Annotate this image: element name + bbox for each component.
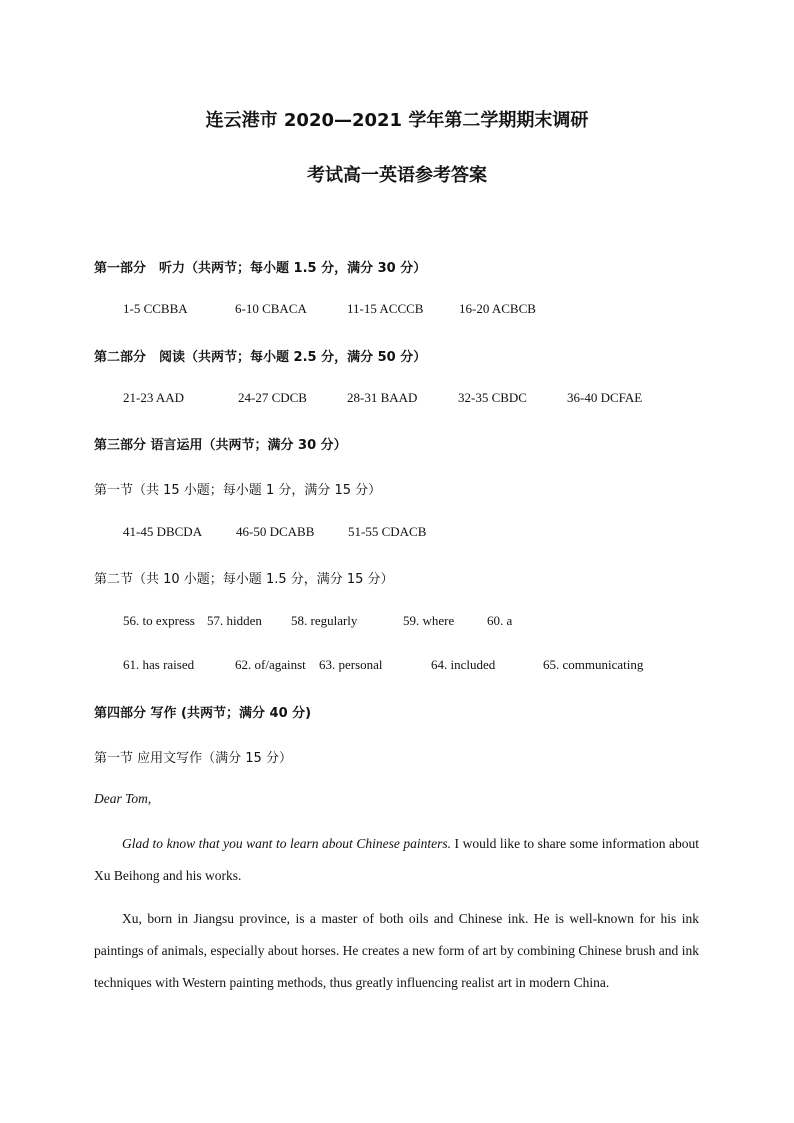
answer-item: 60. a [487,613,513,628]
document-subtitle: 考试高一英语参考答案 [307,165,487,186]
part3-section2-heading: 第二节（共 10 小题；每小题 1.5 分，满分 15 分） [94,572,394,587]
answer-group: 6-10 CBACA [235,301,307,316]
letter-salutation: Dear Tom, [94,791,152,806]
part1-heading: 第一部分 听力（共两节；每小题 1.5 分，满分 30 分） [94,261,427,276]
answer-group: 21-23 AAD [123,390,185,405]
answer-group: 28-31 BAAD [347,390,418,405]
answer-item: 63. personal [319,657,383,672]
answer-group: 16-20 ACBCB [459,301,536,316]
answer-item: 62. of/against [235,657,306,672]
letter-paragraph-1-body: I would like to share some information about Xu Beihong and his works. [94,836,699,883]
answer-group: 36-40 DCFAE [567,390,643,405]
answer-group: 41-45 DBCDA [123,524,203,539]
answer-group: 46-50 DCABB [236,524,315,539]
answer-item: 65. communicating [543,657,644,672]
part4-heading: 第四部分 写作 (共两节；满分 40 分) [94,706,312,721]
part4-section1-heading: 第一节 应用文写作（满分 15 分） [94,751,292,766]
letter-paragraph-1 [94,828,699,892]
answer-group: 32-35 CBDC [458,390,527,405]
answer-item: 58. regularly [291,613,358,628]
letter-paragraph-2 [94,903,699,999]
answer-group: 1-5 CCBBA [123,301,188,316]
answer-item: 56. to express [123,613,195,628]
answer-item: 61. has raised [123,657,195,672]
part3-section1-heading: 第一节（共 15 小题；每小题 1 分，满分 15 分） [94,483,382,498]
document-title: 连云港市 2020—2021 学年第二学期期末调研 [205,110,589,131]
answer-group: 51-55 CDACB [348,524,427,539]
answer-item: 57. hidden [207,613,262,628]
letter-paragraph-2-body: Xu, born in Jiangsu province, is a master of both oils and Chinese ink. He is well-known for his ink paintings of animals, especially about horses. He creates a new form of art by combining Chinese brush and ink techniques with Western painting methods, thus greatly influencing realist art in modern China. [94,911,699,990]
letter-paragraph-1-opening: Glad to know that you want to learn about Chinese painters. [122,836,451,851]
answer-group: 11-15 ACCCB [347,301,424,316]
part3-heading: 第三部分 语言运用（共两节；满分 30 分） [94,438,347,453]
answer-item: 59. where [403,613,455,628]
part2-heading: 第二部分 阅读（共两节；每小题 2.5 分，满分 50 分） [94,350,427,365]
answer-group: 24-27 CDCB [238,390,307,405]
answer-item: 64. included [431,657,496,672]
